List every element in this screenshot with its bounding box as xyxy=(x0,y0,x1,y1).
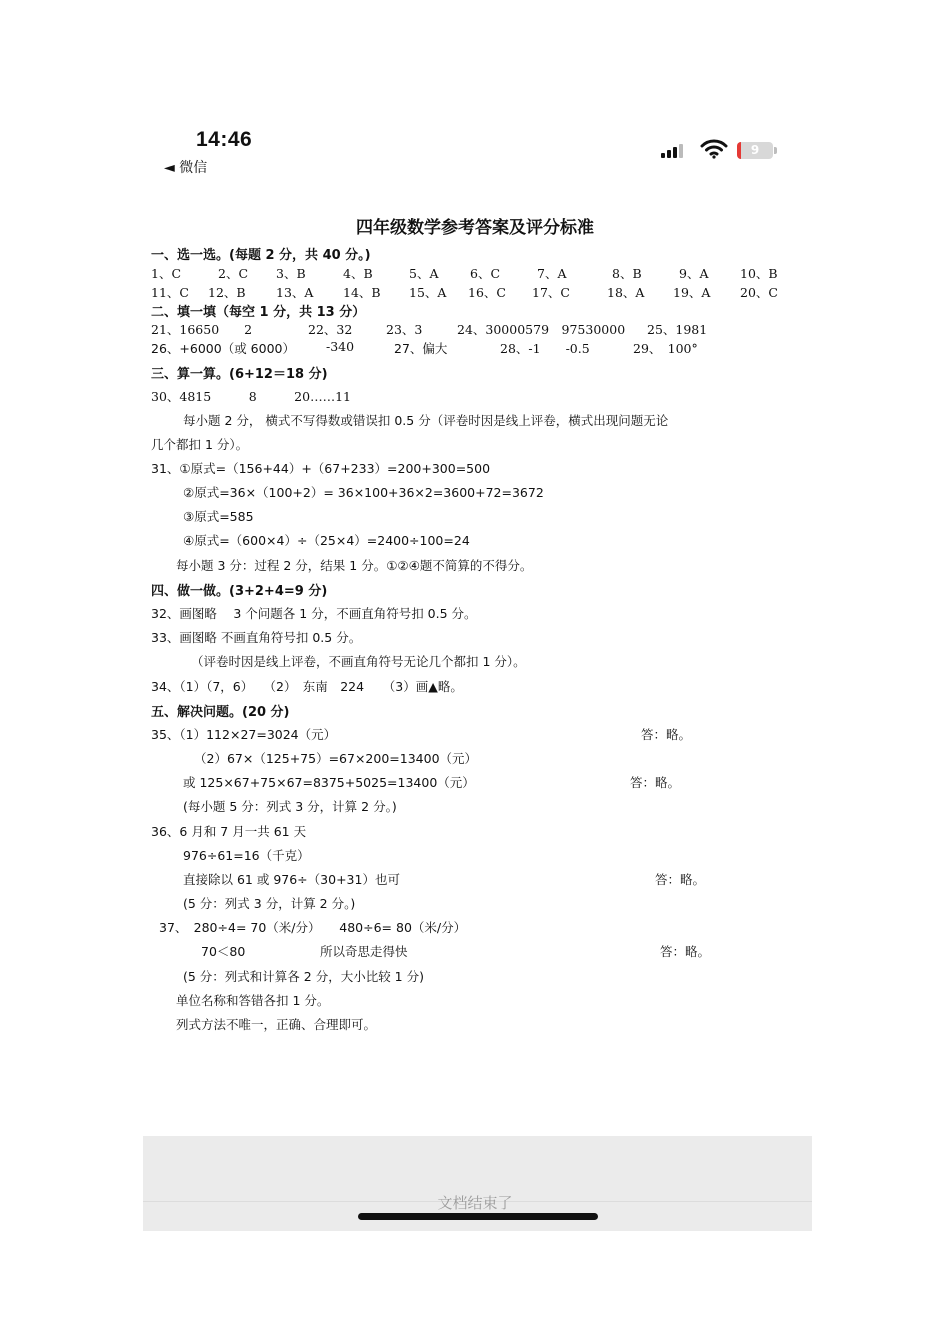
grading-note: 几个都扣 1 分）。 xyxy=(151,437,249,452)
section-heading-4: 四、做一做。(3+2+4=9 分) xyxy=(151,584,328,599)
answer-item: 20、C xyxy=(740,285,778,300)
solve-answer: 35、（1）112×27=3024（元） xyxy=(151,727,337,742)
doc-title: 四年级数学参考答案及评分标准 xyxy=(356,218,594,238)
answer-item: 16、C xyxy=(468,285,506,300)
answer-item: 9、A xyxy=(679,266,709,281)
solve-answer: 37、 280÷4= 70（米/分） 480÷6= 80（米/分） xyxy=(159,920,467,935)
calc-answer: 30、4815 8 20……11 xyxy=(151,389,351,404)
answer-omitted: 答：略。 xyxy=(641,727,692,742)
grading-note: (每小题 5 分：列式 3 分，计算 2 分。) xyxy=(183,799,397,814)
cellular-signal-icon xyxy=(661,143,687,158)
answer-item: 13、A xyxy=(276,285,314,300)
draw-answer: 34、（1）（7，6） （2） 东南 224 （3）画▲略。 xyxy=(151,679,463,694)
section-heading-3: 三、算一算。(6+12＝18 分) xyxy=(151,367,328,382)
solve-answer: 36、6 月和 7 月一共 61 天 xyxy=(151,824,307,839)
answer-item: 19、A xyxy=(673,285,711,300)
answer-item: 4、B xyxy=(343,266,373,281)
fill-answer: -340 xyxy=(326,339,355,354)
fill-answer: 28、-1 -0.5 xyxy=(500,341,590,356)
draw-answer: 32、画图略 3 个问题各 1 分，不画直角符号扣 0.5 分。 xyxy=(151,606,477,621)
home-indicator[interactable] xyxy=(358,1213,598,1220)
calc-answer: 31、①原式=（156+44）+（67+233）=200+300=500 xyxy=(151,461,491,476)
fill-answer: 25、1981 xyxy=(647,322,708,337)
solve-answer: 直接除以 61 或 976÷（30+31）也可 xyxy=(183,872,400,887)
grading-note: 列式方法不唯一，正确、合理即可。 xyxy=(176,1017,377,1032)
answer-item: 1、C xyxy=(151,266,182,281)
grading-note: (5 分：列式和计算各 2 分，大小比较 1 分) xyxy=(183,969,424,984)
fill-answer: 23、3 xyxy=(386,322,423,337)
fill-answer: 26、+6000（或 6000） xyxy=(151,341,295,356)
document-end-label: 文档结束了 xyxy=(437,1194,513,1212)
grading-note: 每小题 2 分， 横式不写得数或错误扣 0.5 分（评卷时因是线上评卷，横式出现问题无论 xyxy=(183,413,669,428)
fill-answer: 21、16650 2 xyxy=(151,322,253,337)
battery-icon xyxy=(737,142,777,159)
grading-note: 单位名称和答错各扣 1 分。 xyxy=(176,993,330,1008)
fill-answer: 27、偏大 xyxy=(394,341,448,356)
section-heading-2: 二、填一填（每空 1 分，共 13 分） xyxy=(151,305,366,320)
wifi-icon xyxy=(700,139,728,163)
answer-item: 10、B xyxy=(740,266,778,281)
status-time: 14:46 xyxy=(196,128,253,151)
battery-level: 9 xyxy=(750,143,760,157)
grading-note: 每小题 3 分：过程 2 分，结果 1 分。①②④题不简算的不得分。 xyxy=(176,558,533,573)
answer-item: 7、A xyxy=(537,266,567,281)
solve-answer: 或 125×67+75×67=8375+5025=13400（元） xyxy=(183,775,475,790)
answer-item: 18、A xyxy=(607,285,645,300)
solve-answer: 976÷61=16（千克） xyxy=(183,848,310,863)
fill-answer: 29、 100° xyxy=(633,341,698,356)
answer-item: 15、A xyxy=(409,285,447,300)
answer-item: 14、B xyxy=(343,285,381,300)
grading-note: （评卷时因是线上评卷，不画直角符号无论几个都扣 1 分）。 xyxy=(191,654,526,669)
fill-answer: 22、32 xyxy=(308,322,353,337)
answer-omitted: 答：略。 xyxy=(655,872,706,887)
section-heading-1: 一、选一选。(每题 2 分，共 40 分。) xyxy=(151,248,371,263)
answer-item: 8、B xyxy=(612,266,642,281)
fill-answer: 24、30000579 97530000 xyxy=(457,322,626,337)
answer-item: 11、C xyxy=(151,285,189,300)
solve-answer: 所以奇思走得快 xyxy=(320,944,408,959)
section-heading-5: 五、解决问题。(20 分) xyxy=(151,705,290,720)
grading-note: (5 分：列式 3 分，计算 2 分。) xyxy=(183,896,356,911)
calc-answer: ④原式=（600×4）÷（25×4）=2400÷100=24 xyxy=(183,533,470,548)
answer-item: 2、C xyxy=(218,266,249,281)
answer-item: 17、C xyxy=(532,285,570,300)
answer-item: 12、B xyxy=(208,285,246,300)
solve-answer: 70＜80 xyxy=(201,944,246,959)
calc-answer: ③原式=585 xyxy=(183,509,254,524)
answer-item: 5、A xyxy=(409,266,439,281)
answer-omitted: 答：略。 xyxy=(660,944,711,959)
answer-item: 3、B xyxy=(276,266,306,281)
back-to-wechat-link[interactable]: ◄ 微信 xyxy=(164,160,208,176)
draw-answer: 33、画图略 不画直角符号扣 0.5 分。 xyxy=(151,630,362,645)
answer-omitted: 答：略。 xyxy=(630,775,681,790)
calc-answer: ②原式=36×（100+2）= 36×100+36×2=3600+72=3672 xyxy=(183,485,544,500)
answer-item: 6、C xyxy=(470,266,501,281)
solve-answer: （2）67×（125+75）=67×200=13400（元） xyxy=(194,751,478,766)
